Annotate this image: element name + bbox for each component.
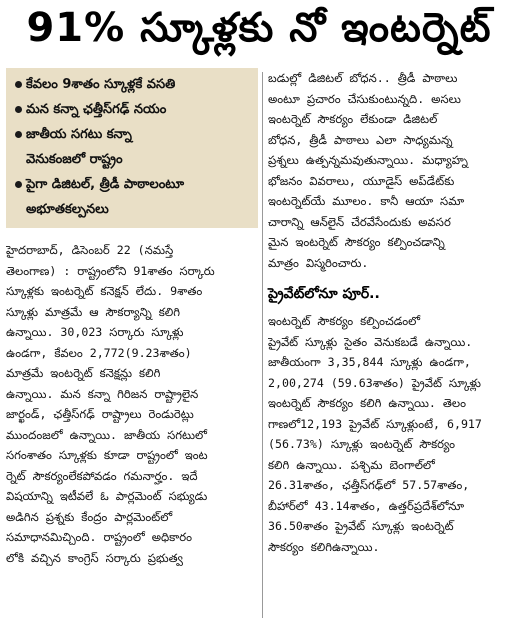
highlight-item xyxy=(10,172,254,222)
body-line: ఇంటర్నెట్ సౌకర్యం కలిగి ఉన్నాయి. తెలం xyxy=(268,396,466,410)
left-column xyxy=(6,68,258,620)
body-line: ఉండగా, కేవలం 2,772(9.23శాతం) xyxy=(6,345,192,360)
article-body-right-bottom xyxy=(268,311,512,557)
body-line: స్కూళ్లు మాత్రమే ఆ సౌకర్యాన్ని కలిగి xyxy=(6,304,181,319)
body-line: (56.73%) స్కూళ్లు ఇంటర్నెట్ సౌకర్యం xyxy=(268,437,455,451)
body-line: ఉన్నాయి. మన కన్నా గిరిజన రాష్ట్రాలైన xyxy=(6,386,199,401)
body-line: జాతీయంగా 3,35,844 స్కూళ్లు ఉండగా, xyxy=(268,355,471,369)
column-divider xyxy=(262,72,263,618)
body-line: లోకి వచ్చిన కాంగ్రెస్ సర్కారు ప్రభుత్వ xyxy=(6,550,183,565)
body-line: ర్నెట్ సౌకర్యంలేకపోవడం గమనార్హం. ఇదే xyxy=(6,468,198,483)
body-line: గాణలో12,193 ప్రైవేట్ స్కూళ్లుంటే, 6,917 xyxy=(268,416,482,431)
highlight-item xyxy=(10,122,254,172)
body-line: కలిగి ఉన్నాయి. పశ్చిమ బెంగాల్‌లో xyxy=(268,457,435,472)
body-line: సౌకర్యం కలిగిఉన్నాయి. xyxy=(268,539,380,554)
body-line: సమాధానమిచ్చింది. రాష్ట్రంలో అధికారం xyxy=(6,530,192,544)
body-line: ప్రైవేట్ స్కూళ్లు సైతం వెనుకబడే ఉన్నాయి. xyxy=(268,334,473,349)
bullet-icon xyxy=(10,97,26,113)
body-line: స్కూళ్లకు ఇంటర్నెట్ కనెక్షన్ లేదు. 9శాతం xyxy=(6,284,203,298)
highlight-item xyxy=(10,97,254,122)
right-column xyxy=(268,68,512,620)
body-line: ఇంటర్నెట్ సౌకర్యం లేకుండా డిజిటల్ xyxy=(268,112,438,126)
highlight-text: అభూతకల్పనలు xyxy=(26,202,109,217)
body-line: బోధన, త్రీడీ పాఠాలు ఎలా సాధ్యమన్న xyxy=(268,132,453,147)
body-line: మాత్రం విస్మరించారు. xyxy=(268,255,369,270)
body-line: ఇంటర్నెట్ సౌకర్యం కల్పించడంలో xyxy=(268,314,421,328)
article-body-right-top xyxy=(268,68,512,273)
body-line: ప్రశ్నలు ఉత్పన్నమవుతున్నాయి. మధ్యాహ్న xyxy=(268,153,468,167)
headline: 91% స్కూళ్లకు నో ఇంటర్నెట్ xyxy=(26,5,492,51)
body-line: అడిగిన ప్రశ్నకు కేంద్రం పార్లమెంట్‌లో xyxy=(6,509,173,524)
body-line: బీహార్‌లో 43.14శాతం, ఉత్తర్‌ప్రదేశ్‌లోనూ xyxy=(268,498,465,513)
highlight-item xyxy=(10,72,254,97)
body-line: మాత్రమే ఇంటర్నెట్ కనెక్షన్లు కలిగి xyxy=(6,366,161,380)
body-line: 36.50శాతం ప్రైవేట్ స్కూళ్లు ఇంటర్నెట్ xyxy=(268,519,454,533)
body-line: హైదరాబాద్, డిసెంబర్ 22 (నమస్తే xyxy=(6,243,174,257)
body-line: అంటూ ప్రచారం చేసుకుంటున్నది. అసలు xyxy=(268,91,461,106)
body-line: చారాన్ని ఆన్‌లైన్ చేరవేసేందుకు అవసర xyxy=(268,214,451,229)
highlight-text: కేవలం 9శాతం స్కూళ్లకే వసతి xyxy=(26,77,176,92)
highlights-box xyxy=(6,68,258,228)
body-line: విషయాన్ని ఇటీవలే ఓ పార్లమెంట్ సభ్యుడు xyxy=(6,489,208,503)
body-line: ఇంటర్నెట్‌యే మూలం. కానీ ఆయా సమా xyxy=(268,194,465,208)
highlight-text: పైగా డిజిటల్, త్రీడీ పాఠాలంటూ xyxy=(26,177,185,192)
highlight-text: జాతీయ సగటు కన్నా xyxy=(26,127,132,142)
body-line: ముందంజలో ఉన్నాయి. జాతీయ సగటులో xyxy=(6,427,207,442)
body-line: మైన ఇంటర్నెట్ సౌకర్యం కల్పించడాన్ని xyxy=(268,235,445,249)
bullet-icon xyxy=(10,72,26,88)
body-line: సగంశాతం స్కూళ్లకు కూడా రాష్ట్రంలో ఇంట xyxy=(6,448,208,462)
section-subheading: ప్రైవేట్‌లోనూ పూర్.. xyxy=(268,286,380,302)
highlight-text: వెనుకంజలో రాష్ట్రం xyxy=(26,152,123,167)
body-line: భోజనం వివరాలు, యూడైస్ అప్‌డేట్‌కు xyxy=(268,173,455,188)
body-line: జార్ఖండ్, ఛత్తీస్‌గఢ్ రాష్ట్రాలు రెండురెట్లు xyxy=(6,407,194,421)
body-line: 26.31శాతం, ఛత్తీస్‌గఢ్‌లో 57.57శాతం, xyxy=(268,478,470,492)
highlight-text: మన కన్నా ఛత్తీస్‌గఢ్ నయం xyxy=(26,102,167,117)
article-body-left xyxy=(6,240,258,568)
bullet-icon xyxy=(10,122,26,138)
body-line: ఉన్నాయి. 30,023 సర్కారు స్కూళ్లు xyxy=(6,325,184,339)
body-line: బడుల్లో డిజిటల్ బోధన.. త్రీడీ పాఠాలు xyxy=(268,71,458,85)
body-line: 2,00,274 (59.63శాతం) ప్రైవేట్ స్కూళ్లు xyxy=(268,375,481,390)
bullet-icon xyxy=(10,172,26,188)
body-line: తెలంగాణ) : రాష్ట్రంలోని 91శాతం సర్కారు xyxy=(6,263,215,278)
